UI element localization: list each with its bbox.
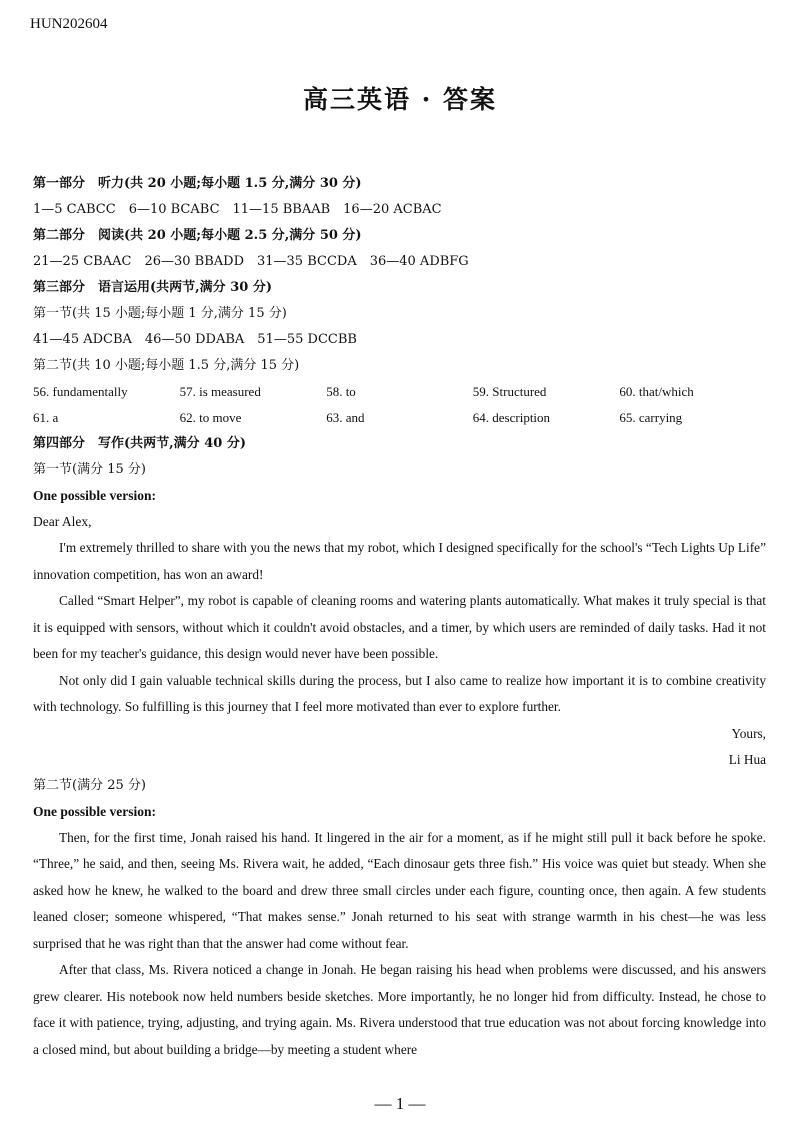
part4-section2-heading: 第二节(满分 25 分)	[33, 777, 146, 793]
part4-heading: 第四部分 写作(共两节,满分 40 分)	[33, 436, 246, 451]
answer-content	[33, 171, 766, 1063]
page-title: 高三英语 · 答案	[302, 85, 498, 114]
answer-60: 60. that/which	[619, 384, 694, 399]
answer-61: 61. a	[33, 410, 59, 425]
version-label: One possible version:	[33, 803, 157, 819]
page-number: — 1 —	[374, 1094, 426, 1113]
answer-63: 63. and	[326, 410, 365, 425]
version-label: One possible version:	[33, 488, 157, 503]
letter-greeting: Dear Alex,	[33, 514, 92, 529]
answer-row	[33, 405, 766, 431]
part3-section2-heading: 第二节(共 10 小题;每小题 1.5 分,满分 15 分)	[33, 358, 300, 373]
letter-closing: Yours,	[731, 725, 766, 741]
part3-heading: 第三部分 语言运用(共两节,满分 30 分)	[33, 280, 272, 295]
part2-answers: 21—25 CBAAC 26—30 BBADD 31—35 BCCDA 36—40 ADBFG	[33, 254, 469, 269]
answer-65: 65. carrying	[619, 410, 683, 425]
letter-paragraph: Called “Smart Helper”, my robot is capable of cleaning rooms and watering plants automatically. What makes it truly special is that it is equipped with sensors, without which it couldn't avoid obstacles, and a timer, by which users are reminded of daily tasks. Had it not been for my teacher's guidance, this design would never have been possible.	[33, 593, 766, 661]
part1-answers: 1—5 CABCC 6—10 BCABC 11—15 BBAAB 16—20 ACBAC	[33, 202, 442, 217]
answer-64: 64. description	[472, 410, 551, 425]
part4-section1-heading: 第一节(满分 15 分)	[33, 462, 146, 477]
answer-62: 62. to move	[179, 410, 242, 425]
part3-section1-heading: 第一节(共 15 小题;每小题 1 分,满分 15 分)	[33, 306, 287, 321]
answer-row	[33, 379, 766, 405]
part2-heading: 第二部分 阅读(共 20 小题;每小题 2.5 分,满分 50 分)	[33, 228, 362, 243]
letter-signature: Li Hua	[728, 751, 766, 767]
story-paragraph: Then, for the first time, Jonah raised his hand. It lingered in the air for a moment, as if he might still pull it back before he spoke. “Three,” he said, and then, seeing Ms. Rivera wait, he added, “Each dinosaur gets three fish.” His voice was quiet but steady. When she asked how he knew, he walked to the board and drew three small circles under each figure, counting once, then again. A few students leaned closer; someone whispered, “That makes sense.” Jonah returned to his seat with strange warmth in his chest—he was less surprised that he was right than that the answer had come without fear.	[33, 829, 766, 951]
answer-57: 57. is measured	[179, 384, 261, 399]
answer-59: 59. Structured	[472, 384, 547, 399]
answer-56: 56. fundamentally	[33, 384, 128, 399]
story-paragraph: After that class, Ms. Rivera noticed a change in Jonah. He began raising his head when problems were discussed, and his answers grew clearer. His notebook now held numbers beside sketches. More importantly, he no longer hid from difficulty. Instead, he chose to face it with patience, trying, adjusting, and trying again. Ms. Rivera understood that true education was not about forcing knowledge into a closed mind, but about building a bridge—by meeting a student where	[33, 962, 766, 1057]
document-code: HUN202604	[30, 16, 108, 32]
part3-section1-answers: 41—45 ADCBA 46—50 DDABA 51—55 DCCBB	[33, 332, 357, 347]
part1-heading: 第一部分 听力(共 20 小题;每小题 1.5 分,满分 30 分)	[33, 176, 362, 191]
answer-58: 58. to	[326, 384, 356, 399]
letter-paragraph: Not only did I gain valuable technical skills during the process, but I also came to realize how important it is to combine creativity with technology. So fulfilling is this journey that I feel more motivated than ever to explore further.	[33, 672, 766, 714]
letter-paragraph: I'm extremely thrilled to share with you the news that my robot, which I designed specifically for the school's “Tech Lights Up Life” innovation competition, has won an award!	[33, 540, 766, 582]
